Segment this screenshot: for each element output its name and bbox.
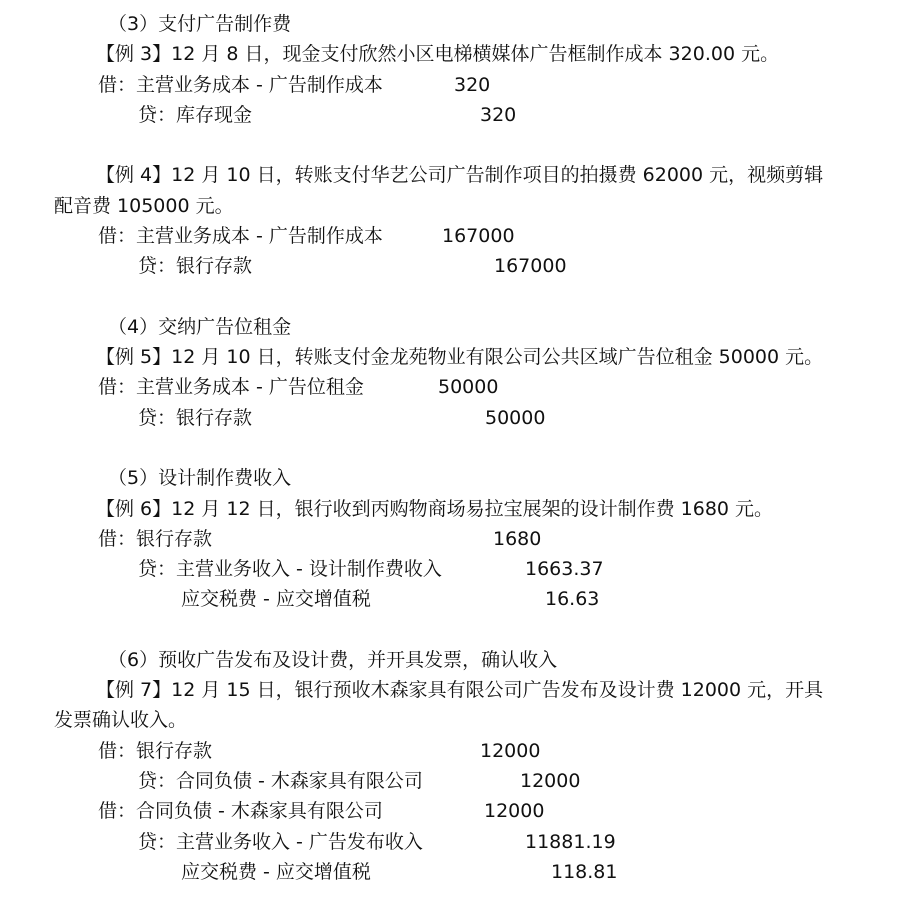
debit-entry-amount: 320 bbox=[454, 74, 491, 96]
credit-entry-amount: 320 bbox=[480, 104, 517, 126]
example-text-continued: 配音费 105000 元。 bbox=[54, 195, 234, 217]
section-heading: （3）支付广告制作费 bbox=[108, 13, 292, 35]
credit-entry-amount: 118.81 bbox=[551, 861, 618, 883]
debit-entry-amount: 167000 bbox=[442, 225, 515, 247]
credit-entry-amount: 1663.37 bbox=[525, 558, 604, 580]
debit-entry-label: 借：主营业务成本 - 广告制作成本 bbox=[98, 225, 383, 247]
example-text: 【例 3】12 月 8 日，现金支付欣然小区电梯横媒体广告框制作成本 320.00 元。 bbox=[96, 43, 780, 65]
example-text: 【例 5】12 月 10 日，转账支付金龙苑物业有限公司公共区域广告位租金 50000 元。 bbox=[96, 346, 824, 368]
credit-entry-label: 应交税费 - 应交增值税 bbox=[181, 588, 371, 610]
debit-entry-amount: 50000 bbox=[438, 376, 499, 398]
section-heading: （6）预收广告发布及设计费，并开具发票，确认收入 bbox=[108, 649, 558, 671]
credit-entry-amount: 167000 bbox=[494, 255, 567, 277]
debit-entry-label: 借：合同负债 - 木森家具有限公司 bbox=[98, 800, 383, 822]
credit-entry-amount: 50000 bbox=[485, 407, 546, 429]
credit-entry-amount: 11881.19 bbox=[525, 831, 616, 853]
example-text: 【例 7】12 月 15 日，银行预收木森家具有限公司广告发布及设计费 12000 元，开具 bbox=[96, 679, 824, 701]
debit-entry-label: 借：主营业务成本 - 广告制作成本 bbox=[98, 74, 383, 96]
debit-entry-amount: 1680 bbox=[493, 528, 542, 550]
debit-entry-amount: 12000 bbox=[480, 740, 541, 762]
credit-entry-amount: 16.63 bbox=[545, 588, 600, 610]
debit-entry-amount: 12000 bbox=[484, 800, 545, 822]
example-text: 【例 4】12 月 10 日，转账支付华艺公司广告制作项目的拍摄费 62000 元，视频剪辑 bbox=[96, 164, 824, 186]
credit-entry-label: 贷：银行存款 bbox=[138, 255, 253, 277]
credit-entry-amount: 12000 bbox=[520, 770, 581, 792]
section-heading: （5）设计制作费收入 bbox=[108, 467, 292, 489]
debit-entry-label: 借：银行存款 bbox=[98, 528, 213, 550]
credit-entry-label: 贷：库存现金 bbox=[138, 104, 253, 126]
credit-entry-label: 贷：主营业务收入 - 设计制作费收入 bbox=[138, 558, 442, 580]
example-text-continued: 发票确认收入。 bbox=[54, 709, 188, 731]
debit-entry-label: 借：银行存款 bbox=[98, 740, 213, 762]
example-text: 【例 6】12 月 12 日，银行收到丙购物商场易拉宝展架的设计制作费 1680 元。 bbox=[96, 498, 774, 520]
section-heading: （4）交纳广告位租金 bbox=[108, 316, 292, 338]
credit-entry-label: 贷：银行存款 bbox=[138, 407, 253, 429]
credit-entry-label: 贷：合同负债 - 木森家具有限公司 bbox=[138, 770, 423, 792]
credit-entry-label: 贷：主营业务收入 - 广告发布收入 bbox=[138, 831, 423, 853]
debit-entry-label: 借：主营业务成本 - 广告位租金 bbox=[98, 376, 364, 398]
credit-entry-label: 应交税费 - 应交增值税 bbox=[181, 861, 371, 883]
